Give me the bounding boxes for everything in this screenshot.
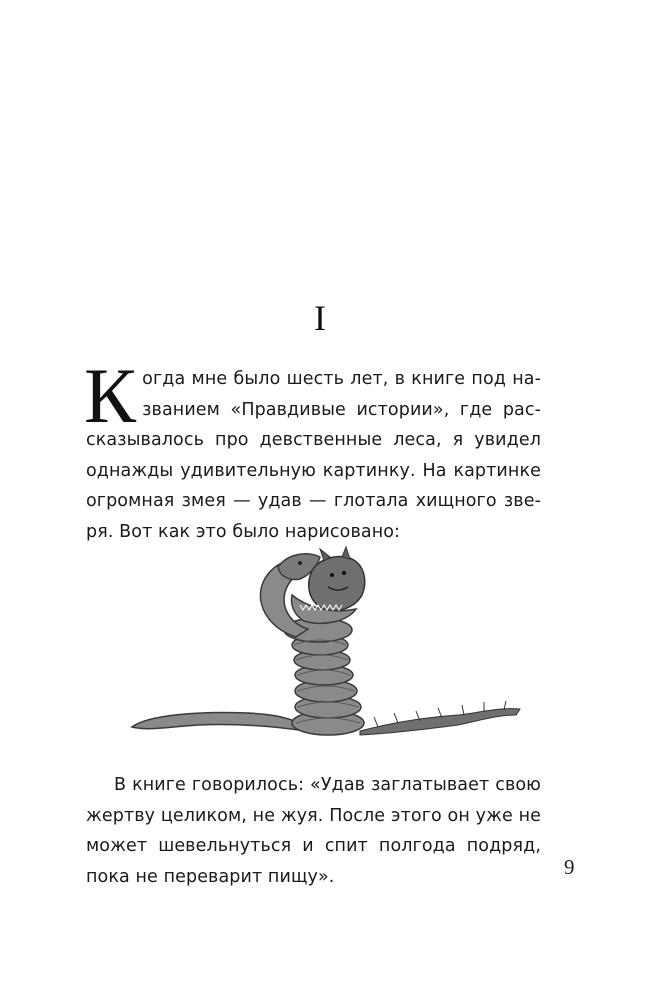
text-line: званием «Правдивые истории», где рас- <box>142 399 541 420</box>
drop-cap: К <box>84 352 137 439</box>
beast-eye <box>342 571 346 575</box>
paragraph-second <box>86 770 541 892</box>
chapter-number: I <box>314 298 326 338</box>
boa-tail <box>132 713 306 731</box>
text-line: огда мне было шесть лет, в книге под на- <box>142 369 541 389</box>
text-line: может шевельнуться и спит полгода подряд, <box>86 836 541 856</box>
boa-eye <box>298 561 302 565</box>
beast-ear <box>342 547 350 559</box>
text-line: ря. Вот как это было нарисовано: <box>86 521 401 542</box>
text-line: В книге говорилось: «Удав заглатывает свою <box>114 775 541 795</box>
text-line: однажды удивительную картинку. На картинке <box>86 460 541 481</box>
paragraph-opening <box>84 352 541 547</box>
boa-illustration <box>128 545 548 755</box>
beast-eye <box>330 573 334 577</box>
text-line: пока не переварит пищу». <box>86 866 335 887</box>
text-line: огромная змея — удав — глотала хищного зве- <box>86 491 541 511</box>
text-line: жертву целиком, не жуя. После этого он уже не <box>86 805 541 826</box>
text-line: сказывалось про девственные леса, я увидел <box>86 430 541 450</box>
beast-body <box>309 557 365 611</box>
page-number: 9 <box>564 855 575 879</box>
